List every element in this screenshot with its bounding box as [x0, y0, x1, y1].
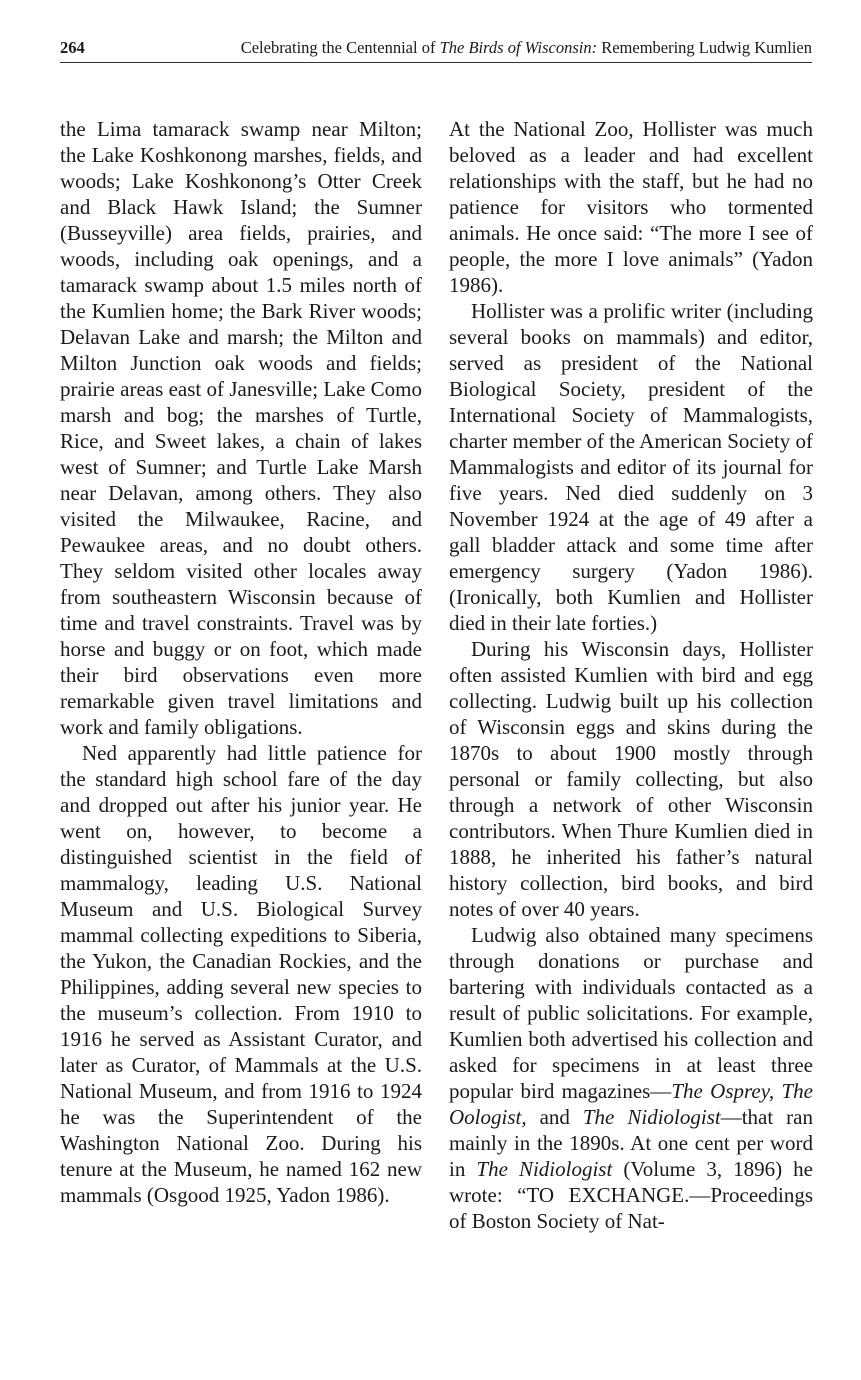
magazine-nidiologist: The Nidiologist [582, 1105, 721, 1129]
paragraph-national-zoo: At the National Zoo, Hollister was much beloved as a leader and had excellent relationships with the staff, but he had no patience for visitors who tormented animals. He once said: “The more I see of people, the more I love animals” (Yadon 1986). [449, 117, 813, 297]
running-title-book: The Birds of Wisconsin: [439, 38, 598, 57]
paragraph-hollister-writer: Hollister was a prolific writer (including several books on mammals) and editor, served as president of the National Biological Society, president of the International Society of Mammalogists, charter member of the American Society of Mammalogists and editor of its journal for five years. Ned died suddenly on 3 November 1924 at the age of 49 after a gall bladder attack and some time after emergency surgery (Yadon 1986). (Ironically, both Kumlien and Hollister died in their late forties.) [449, 299, 813, 635]
running-header [60, 36, 812, 63]
magazines-text-3: and [526, 1105, 583, 1129]
magazine-osprey: The Osprey, [671, 1079, 775, 1103]
paragraph-locales: the Lima tamarack swamp near Milton; the Lake Koshkonong marshes, fields, and woods; Lake Koshkonong’s Otter Creek and Black Hawk Island; the Sumner (Busseyville) area fields, prairies, and woods, including oak openings, and a tamarack swamp about 1.5 miles north of the Kumlien home; the Bark River woods; Delavan Lake and marsh; the Milton and Milton Junction oak woods and fields; prairie areas east of Janesville; Lake Como marsh and bog; the marshes of Turtle, Rice, and Sweet lakes, a chain of lakes west of Sumner; and Turtle Lake Marsh near Delavan, among others. They also visited the Milwaukee, Racine, and Pewaukee areas, and no doubt others. They seldom visited other locales away from southeastern Wisconsin because of time and travel constraints. Travel was by horse and buggy or on foot, which made their bird observations even more remarkable given travel limitations and work and family obligations. [60, 117, 422, 739]
running-title-prefix: Celebrating the Centennial of [240, 38, 440, 57]
paragraph-collecting: During his Wisconsin days, Hollister often assisted Kumlien with bird and egg collecting. Ludwig built up his collection of Wisconsin eggs and skins during the 1870s to about 1900 mostly through personal or family collecting, but also through a network of other Wisconsin contributors. When Thure Kumlien died in 1888, he inherited his father’s natural history collection, bird books, and bird notes of over 40 years. [449, 637, 813, 921]
magazines-text-4: —that ran mainly in the 1890s. At one cent per word in [449, 1105, 813, 1181]
running-title-suffix: Remembering Ludwig Kumlien [597, 38, 812, 57]
magazine-oologist: The Oologist, [449, 1079, 813, 1129]
paragraph-ned-career: Ned apparently had little patience for the standard high school fare of the day and dropped out after his junior year. He went on, however, to become a distinguished scientist in the field of mammalogy, leading U.S. National Museum and U.S. Biological Survey mammal collecting expeditions to Siberia, the Yukon, the Canadian Rockies, and the Philippines, adding several new species to the museum’s collection. From 1910 to 1916 he served as Assistant Curator, and later as Curator, of Mammals at the U.S. National Museum, and from 1916 to 1924 he was the Superintendent of the Washington National Zoo. During his tenure at the Museum, he named 162 new mammals (Osgood 1925, Yadon 1986). [60, 741, 422, 1207]
running-title [241, 36, 812, 60]
paragraph-magazines [449, 922, 813, 1234]
magazines-text-2 [774, 1079, 781, 1103]
magazines-text-1: Ludwig also obtained many specimens through donations or purchase and bartering with individuals contacted as a result of public solicitations. For example, Kumlien both advertised his collection and asked for specimens in at least three popular bird magazines— [449, 923, 813, 1103]
right-column [449, 116, 813, 1234]
magazine-nidiologist-ref: The Nidiologist [476, 1157, 613, 1181]
page-number: 264 [60, 38, 85, 57]
left-column [60, 116, 422, 1208]
magazines-text-5: (Volume 3, 1896) he wrote: “TO EXCHANGE.—Proceedings of Boston Society of Nat- [449, 1157, 813, 1233]
